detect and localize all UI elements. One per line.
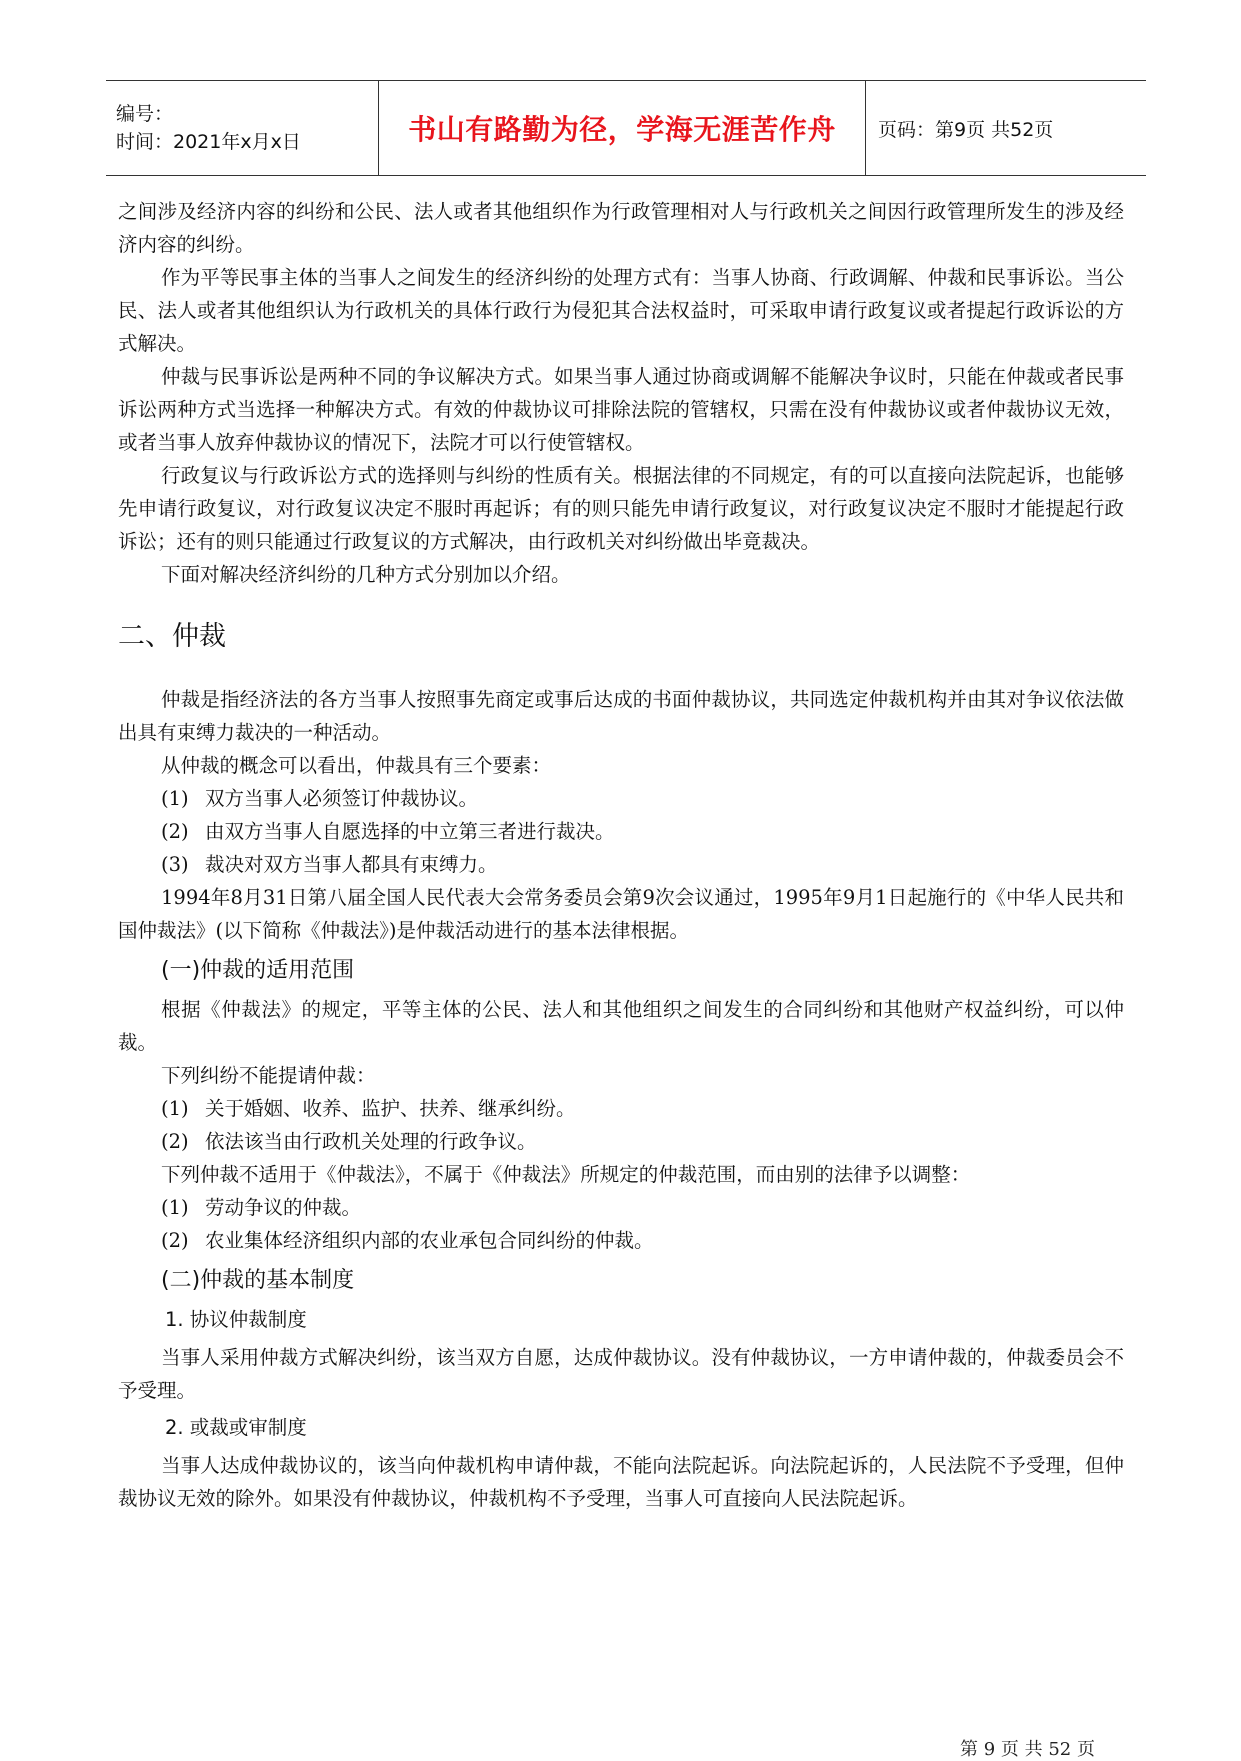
list-number: (2) — [161, 1130, 189, 1153]
list-number: (3) — [161, 853, 189, 876]
list-number: (1) — [161, 1097, 189, 1120]
paragraph: 下列仲裁不适用于《仲裁法》，不属于《仲裁法》所规定的仲裁范围，而由别的法律予以调整： — [161, 1163, 971, 1186]
paragraph: 下面对解决经济纠纷的几种方式分别加以介绍。 — [161, 563, 571, 586]
list-text: 农业集体经济组织内部的农业承包合同纠纷的仲裁。 — [205, 1229, 654, 1252]
list-number: (1) — [161, 787, 189, 810]
time-label: 时间：2021年x月x日 — [116, 131, 301, 153]
section-heading: 二、仲裁 — [118, 621, 226, 652]
list-number: (1) — [161, 1196, 189, 1219]
list-item — [118, 1125, 1124, 1158]
paragraph: 行政复议与行政诉讼方式的选择则与纠纷的性质有关。根据法律的不同规定，有的可以直接向法院起诉，也能够先申请行政复议，对行政复议决定不服时再起诉；有的则只能先申请行政复议，对行政复议决定不服时才能提起行政诉讼；还有的则只能通过行政复议的方式解决，由行政机关对纠纷做出毕竟裁决。 — [118, 464, 1124, 553]
paragraph: 当事人采用仲裁方式解决纠纷，该当双方自愿，达成仲裁协议。没有仲裁协议，一方申请仲裁的，仲裁委员会不予受理。 — [118, 1346, 1124, 1402]
list-item — [118, 782, 1124, 815]
motto-text: 书山有路勤为径，学海无涯苦作舟 — [408, 113, 836, 146]
list-item — [118, 1224, 1124, 1257]
paragraph: 下列纠纷不能提请仲裁： — [161, 1064, 376, 1087]
paragraph: 当事人达成仲裁协议的，该当向仲裁机构申请仲裁，不能向法院起诉。向法院起诉的，人民法院不予受理，但仲裁协议无效的除外。如果没有仲裁协议，仲裁机构不予受理，当事人可直接向人民法院起诉。 — [118, 1454, 1124, 1510]
serial-label: 编号： — [116, 103, 174, 125]
header-meta — [106, 81, 379, 175]
list-text: 依法该当由行政机关处理的行政争议。 — [205, 1130, 537, 1153]
list-number: (2) — [161, 820, 189, 843]
clause-heading: 2. 或裁或审制度 — [165, 1416, 307, 1439]
paragraph: 根据《仲裁法》的规定，平等主体的公民、法人和其他组织之间发生的合同纠纷和其他财产权益纠纷，可以仲裁。 — [118, 998, 1124, 1054]
list-text: 双方当事人必须签订仲裁协议。 — [205, 787, 479, 810]
list-number: (2) — [161, 1229, 189, 1252]
list-text: 由双方当事人自愿选择的中立第三者进行裁决。 — [205, 820, 615, 843]
page-header — [106, 80, 1146, 176]
list-item — [118, 1191, 1124, 1224]
document-body — [118, 195, 1124, 1515]
header-motto — [379, 81, 866, 175]
list-item — [118, 1092, 1124, 1125]
subsection-heading: (二)仲裁的基本制度 — [161, 1268, 355, 1293]
list-item — [118, 815, 1124, 848]
paragraph: 仲裁是指经济法的各方当事人按照事先商定或事后达成的书面仲裁协议，共同选定仲裁机构并由其对争议依法做出具有束缚力裁决的一种活动。 — [118, 688, 1124, 744]
header-page-info — [866, 81, 1146, 175]
page-info-text: 页码：第9页 共52页 — [878, 118, 1054, 141]
list-item — [118, 848, 1124, 881]
paragraph: 从仲裁的概念可以看出，仲裁具有三个要素： — [161, 754, 552, 777]
paragraph: 作为平等民事主体的当事人之间发生的经济纠纷的处理方式有：当事人协商、行政调解、仲裁和民事诉讼。当公民、法人或者其他组织认为行政机关的具体行政行为侵犯其合法权益时，可采取申请行政复议或者提起行政诉讼的方式解决。 — [118, 266, 1124, 355]
clause-heading: 1. 协议仲裁制度 — [165, 1308, 307, 1331]
list-text: 关于婚姻、收养、监护、扶养、继承纠纷。 — [205, 1097, 576, 1120]
subsection-heading: (一)仲裁的适用范围 — [161, 958, 355, 983]
paragraph: 仲裁与民事诉讼是两种不同的争议解决方式。如果当事人通过协商或调解不能解决争议时，只能在仲裁或者民事诉讼两种方式当选择一种解决方式。有效的仲裁协议可排除法院的管辖权，只需在没有仲裁协议或者仲裁协议无效，或者当事人放弃仲裁协议的情况下，法院才可以行使管辖权。 — [118, 365, 1124, 454]
list-text: 劳动争议的仲裁。 — [205, 1196, 362, 1219]
page-footer: 第 9 页 共 52 页 — [960, 1739, 1095, 1760]
paragraph: 1994年8月31日第八届全国人民代表大会常务委员会第9次会议通过，1995年9月1日起施行的《中华人民共和国仲裁法》(以下简称《仲裁法》)是仲裁活动进行的基本法律根据。 — [118, 886, 1124, 942]
list-text: 裁决对双方当事人都具有束缚力。 — [205, 853, 498, 876]
paragraph: 之间涉及经济内容的纠纷和公民、法人或者其他组织作为行政管理相对人与行政机关之间因行政管理所发生的涉及经济内容的纠纷。 — [118, 200, 1124, 256]
